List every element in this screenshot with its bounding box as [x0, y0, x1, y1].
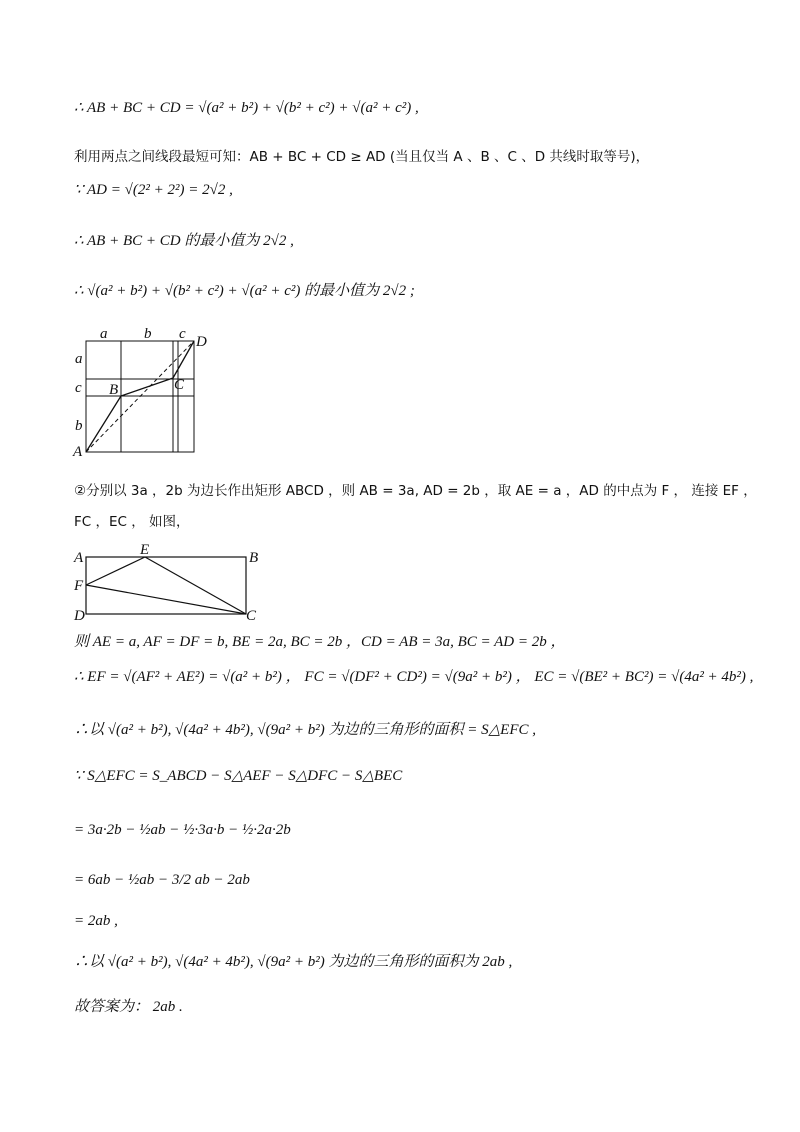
fig1-left-label-a: a — [75, 351, 83, 367]
line-2: 利用两点之间线段最短可知：AB + BC + CD ≥ AD (当且仅当 A 、B 、C 、D 共线时取等号)， — [74, 149, 650, 165]
fig2-point-E: E — [140, 542, 150, 558]
fig1-left-label-b: b — [75, 418, 83, 434]
fig2-point-F: F — [74, 578, 84, 594]
fig1-top-label-c: c — [179, 326, 186, 342]
line-5: ∴ √(a² + b²) + √(b² + c²) + √(a² + c²) 的最小值为 2√2 ; — [74, 283, 415, 299]
line-4: ∴ AB + BC + CD 的最小值为 2√2 , — [74, 233, 294, 249]
line-7: FC ，EC ， 如图， — [74, 514, 190, 530]
line-3: ∵ AD = √(2² + 2²) = 2√2 , — [74, 182, 233, 198]
figure-1-grid-diagram — [70, 322, 220, 462]
fig2-point-C: C — [246, 608, 257, 624]
fig1-point-B: B — [109, 382, 119, 398]
line-12: = 3a·2b − ½ab − ½·3a·b − ½·2a·2b — [74, 822, 291, 838]
line-15: ∴以 √(a² + b²), √(4a² + 4b²), √(9a² + b²) 为边的三角形的面积为 2ab , — [74, 954, 513, 970]
line-8: 则 AE = a, AF = DF = b, BE = 2a, BC = 2b ，CD = AB = 3a, BC = AD = 2b ， — [74, 634, 566, 650]
fig1-point-A: A — [73, 444, 83, 460]
fig1-left-label-c: c — [75, 380, 82, 396]
fig2-point-A: A — [74, 550, 84, 566]
fig1-point-C: C — [174, 377, 185, 393]
line-10: ∴以 √(a² + b²), √(4a² + 4b²), √(9a² + b²) 为边的三角形的面积 = S△EFC , — [74, 722, 537, 738]
line-16: 故答案为： 2ab . — [74, 999, 183, 1015]
fig1-top-label-a: a — [100, 326, 108, 342]
line-9: ∴ EF = √(AF² + AE²) = √(a² + b²) ， FC = √(DF² + CD²) = √(9a² + b²) ， EC = √(BE² + BC²) = √(4a² + 4b²) , — [74, 669, 754, 685]
fig1-top-label-b: b — [144, 326, 152, 342]
fig1-point-D: D — [196, 334, 207, 350]
line-14: = 2ab , — [74, 913, 118, 929]
fig2-point-B: B — [249, 550, 259, 566]
line-11: ∵ S△EFC = S_ABCD − S△AEF − S△DFC − S△BEC — [74, 768, 403, 784]
figure-2-rectangle-diagram — [70, 538, 270, 628]
fig2-point-D: D — [74, 608, 85, 624]
line-13: = 6ab − ½ab − 3/2 ab − 2ab — [74, 872, 250, 888]
line-1: ∴ AB + BC + CD = √(a² + b²) + √(b² + c²) + √(a² + c²) , — [74, 100, 419, 116]
line-6: ②分别以 3a ，2b 为边长作出矩形 ABCD ，则 AB = 3a, AD = 2b ，取 AE = a ，AD 的中点为 F ， 连接 EF ， — [74, 483, 757, 499]
